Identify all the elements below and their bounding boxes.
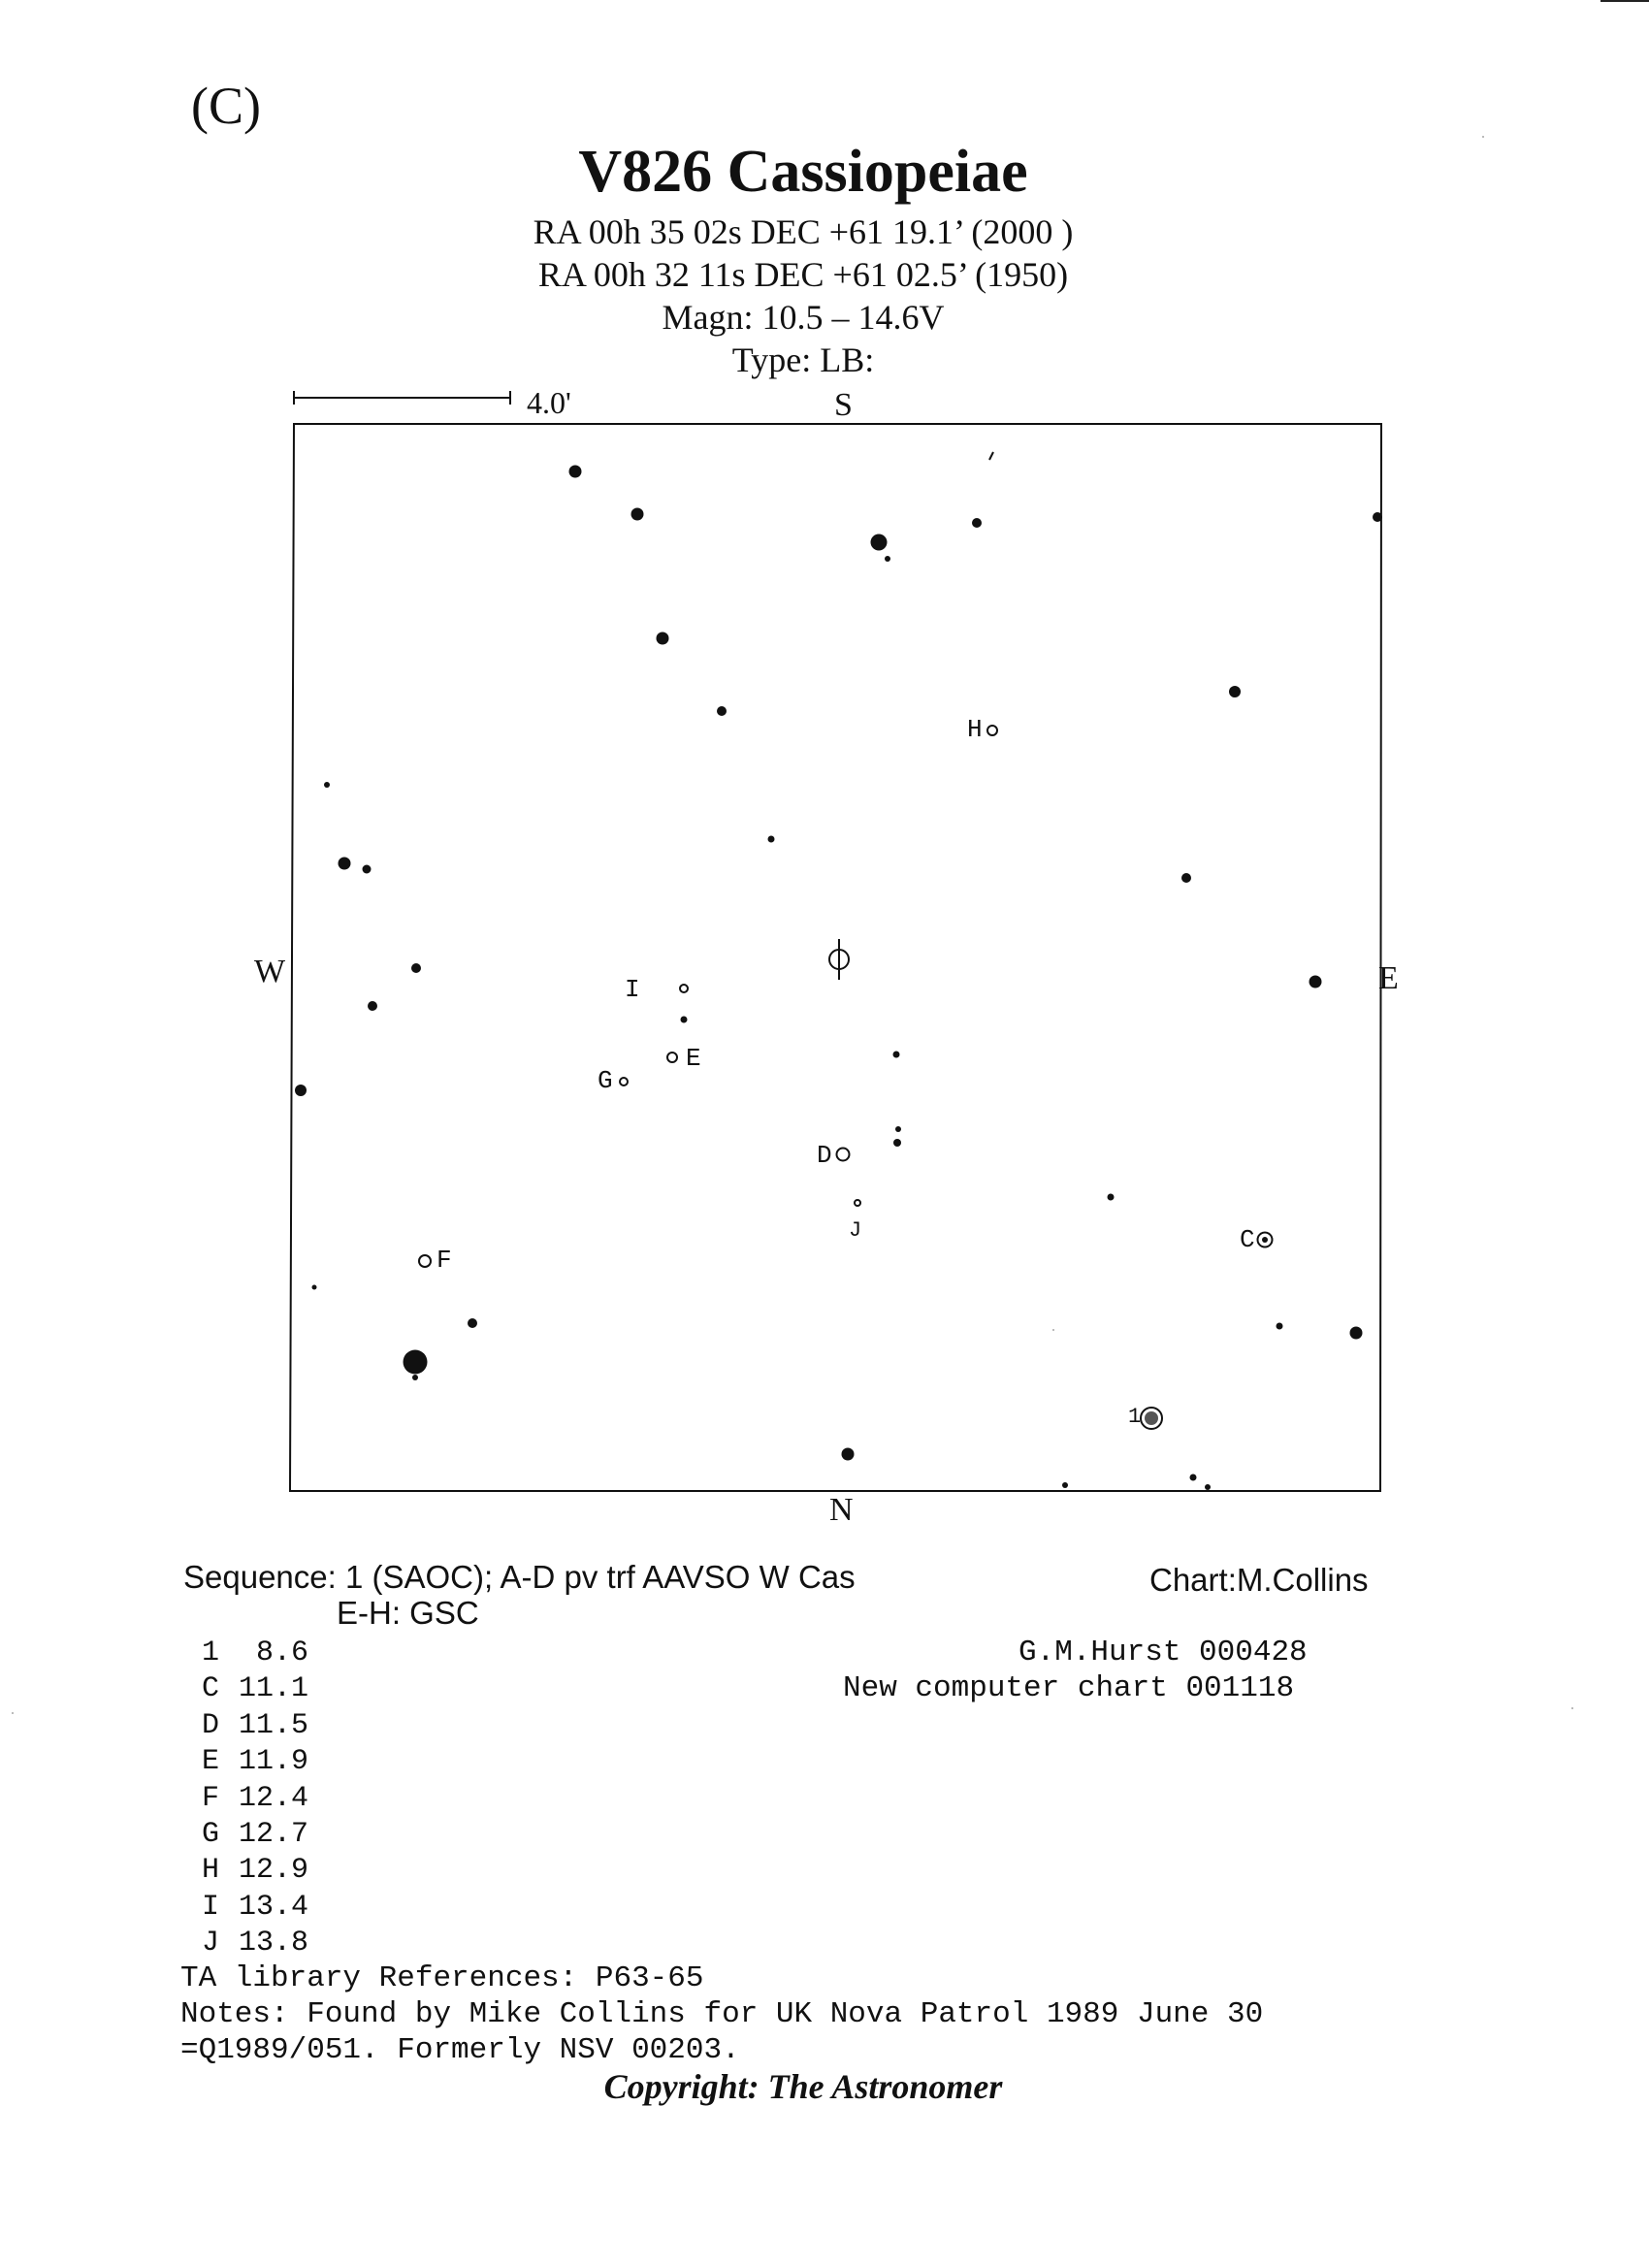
field-star [324,782,330,788]
comparison-row [202,1926,308,1961]
field-star [1350,1327,1363,1340]
comparison-row [202,1817,308,1853]
coords-1950: RA 00h 32 11s DEC +61 02.5’ (1950) [537,255,1069,294]
sequence-line-2: E-H: GSC [337,1595,479,1631]
scan-speck [1052,1329,1054,1331]
comparison-id: I [202,1890,220,1924]
comparison-row [202,1853,308,1889]
comparison-mag: 8.6 [256,1636,309,1669]
notes-line-2: =Q1989/051. Formerly NSV 00203. [180,2033,740,2067]
comparison-star-j [855,1200,860,1206]
field-star [1229,686,1241,697]
notes-line-1: Notes: Found by Mike Collins for UK Nova Patrol 1989 June 30 [180,1997,1264,2031]
comparison-mag: 12.4 [239,1781,309,1815]
scale-label: 4.0' [527,385,571,420]
star-field-chart [289,423,1385,1498]
chart-frame [290,424,1381,1491]
field-star [768,836,775,843]
copyright: Copyright: The Astronomer [603,2067,1003,2106]
comparison-id: D [202,1708,220,1742]
label-h: H [967,715,983,744]
scan-speck [1571,1707,1573,1709]
comparison-star-i [680,985,688,992]
field-star [717,706,727,716]
field-star [1062,1482,1068,1488]
corner-label: (C) [191,77,261,135]
field-star [411,963,421,973]
chart-credit: Chart:M.Collins [1149,1562,1369,1598]
comparison-mag: 13.4 [239,1890,309,1924]
comparison-row [202,1636,308,1671]
field-star [893,1052,900,1058]
field-star [972,518,982,528]
variable-type: Type: LB: [731,340,875,379]
comparison-id: C [202,1672,220,1706]
comparison-row [202,1671,308,1707]
label-f: F [436,1246,452,1275]
field-star [363,865,372,874]
field-star [1310,976,1322,988]
comparison-star-d [837,1149,850,1161]
field-star [1108,1194,1115,1201]
field-star [412,1375,418,1380]
field-star [339,858,351,870]
comparison-mag: 12.9 [239,1854,309,1888]
comparison-star-c [1258,1233,1273,1247]
field-star [468,1318,477,1328]
field-star [1373,512,1382,522]
references: TA library References: P63-65 [180,1961,704,1995]
field-star [842,1448,855,1461]
field-star [1190,1474,1197,1481]
comparison-star-1 [1141,1408,1162,1429]
field-star [569,466,582,478]
comparison-star-h [987,726,997,735]
comparison-star-e [667,1053,677,1062]
credit-new-chart: New computer chart 001118 [843,1671,1295,1705]
comparison-star-g [620,1078,628,1085]
field-star [893,1139,901,1147]
comparison-id: G [202,1818,220,1852]
field-star [895,1126,901,1132]
field-star [989,452,993,460]
label-1: 1 [1128,1405,1142,1429]
label-j: J [849,1218,862,1243]
field-star [295,1085,307,1096]
field-star [631,508,644,521]
field-star [885,556,890,562]
field-star [1205,1484,1211,1490]
field-star [404,1350,428,1375]
field-star [871,535,888,551]
label-d: D [817,1141,832,1170]
field-star [1277,1323,1283,1330]
label-c: C [1240,1225,1255,1254]
comparison-row [202,1781,308,1817]
label-i: I [625,975,640,1004]
comparison-id: H [202,1854,220,1888]
field-star [312,1285,317,1290]
comparison-mag: 11.9 [239,1745,309,1779]
comparison-id: F [202,1781,220,1815]
scan-speck [12,1712,14,1714]
compass-west: W [254,954,286,989]
label-e: E [686,1044,701,1073]
scan-speck [1482,136,1484,138]
sequence-line-1: Sequence: 1 (SAOC); A-D pv trf AAVSO W Cas [183,1559,856,1595]
comparison-star-f [419,1255,431,1267]
comparison-id: J [202,1927,220,1960]
comparison-mag: 11.5 [239,1708,309,1742]
comparison-mag: 12.7 [239,1818,309,1852]
comparison-mag: 13.8 [239,1927,309,1960]
compass-north: N [829,1492,854,1528]
coords-2000: RA 00h 35 02s DEC +61 19.1’ (2000 ) [533,212,1074,251]
field-star [368,1001,377,1011]
scale-bar [293,386,511,409]
field-star [681,1017,688,1023]
variable-star-marker [829,939,849,980]
comparison-row [202,1744,308,1780]
label-g: G [598,1066,613,1095]
field-star [1181,873,1191,883]
credit-hurst: G.M.Hurst 000428 [1018,1636,1308,1669]
comparison-list [202,1636,308,1962]
field-star [657,632,669,645]
comparison-mag: 11.1 [239,1672,309,1706]
comparison-row [202,1890,308,1926]
comparison-row [202,1708,308,1744]
magnitude-range: Magn: 10.5 – 14.6V [662,298,945,337]
edge-mark [1600,0,1649,2]
compass-south: S [834,387,853,423]
compass-east: E [1378,960,1399,996]
comparison-id: E [202,1745,220,1779]
page-title: V826 Cassiopeiae [578,139,1028,205]
comparison-id: 1 [202,1636,220,1669]
